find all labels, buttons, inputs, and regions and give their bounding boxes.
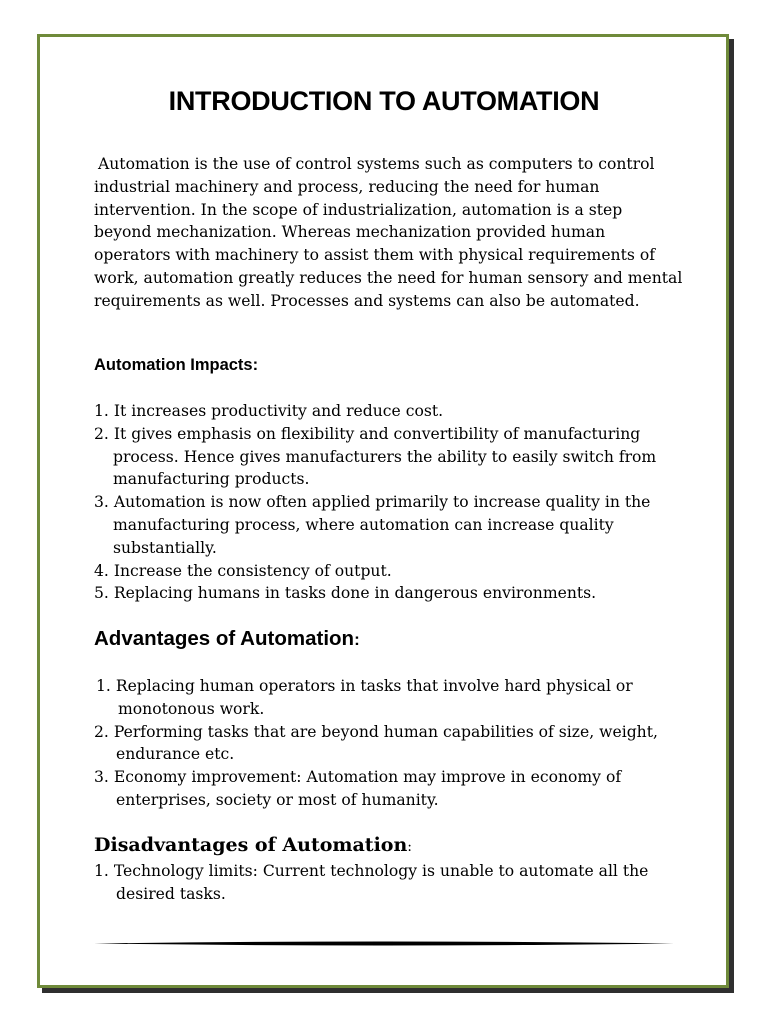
impacts-section bbox=[94, 356, 684, 375]
advantage-item: 3. Economy improvement: Automation may improve in economy of enterprises, society or most of humanity. bbox=[94, 768, 622, 809]
impact-item: 4. Increase the consistency of output. bbox=[94, 561, 392, 580]
impacts-heading: Automation Impacts: bbox=[94, 356, 259, 374]
advantages-list-wrap bbox=[96, 675, 686, 812]
disadvantage-item: 1. Technology limits: Current technology is unable to automate all the desired tasks. bbox=[94, 862, 649, 903]
impacts-list-wrap bbox=[94, 400, 684, 605]
advantages-heading-colon: : bbox=[354, 630, 360, 649]
page-title: INTRODUCTION TO AUTOMATION bbox=[168, 86, 600, 116]
advantage-item: 2. Performing tasks that are beyond human capabilities of size, weight, endurance etc. bbox=[94, 722, 658, 764]
bottom-divider bbox=[94, 941, 674, 946]
impacts-list bbox=[94, 400, 684, 605]
disadvantages-heading-colon: : bbox=[407, 839, 413, 855]
advantages-heading bbox=[94, 627, 684, 651]
disadvantages-heading bbox=[94, 834, 684, 856]
impact-item: 1. It increases productivity and reduce cost. bbox=[94, 402, 444, 420]
advantages-section bbox=[94, 627, 684, 651]
advantage-item: 1. Replacing human operators in tasks that involve hard physical or monotonous work. bbox=[96, 677, 633, 718]
disadvantages-list bbox=[94, 860, 684, 906]
impact-item: 5. Replacing humans in tasks done in dangerous environments. bbox=[94, 584, 597, 603]
advantages-list bbox=[96, 675, 686, 812]
intro-paragraph: Automation is the use of control systems such as computers to control industrial machinery and process, reducing the need for human intervention. In the scope of industrialization, automation is a step beyond mechanization. Whereas mechanization provided human operators with machinery to assist them with physical requirements of work, automation greatly reduces the need for human sensory and mental requirements as well. Processes and systems can also be automated. bbox=[94, 155, 683, 310]
disadvantages-heading-text: Disadvantages of Automation bbox=[94, 834, 408, 856]
disadvantages-section bbox=[94, 834, 684, 856]
impact-item: 3. Automation is now often applied primarily to increase quality in the manufacturing process, where automation can increase quality substantially. bbox=[94, 493, 651, 557]
impact-item: 2. It gives emphasis on flexibility and convertibility of manufacturing process. Hence gives manufacturers the ability to easily switch from manufacturing products. bbox=[94, 424, 657, 489]
disadvantages-list-wrap bbox=[94, 860, 684, 906]
advantages-heading-text: Advantages of Automation bbox=[94, 627, 355, 650]
